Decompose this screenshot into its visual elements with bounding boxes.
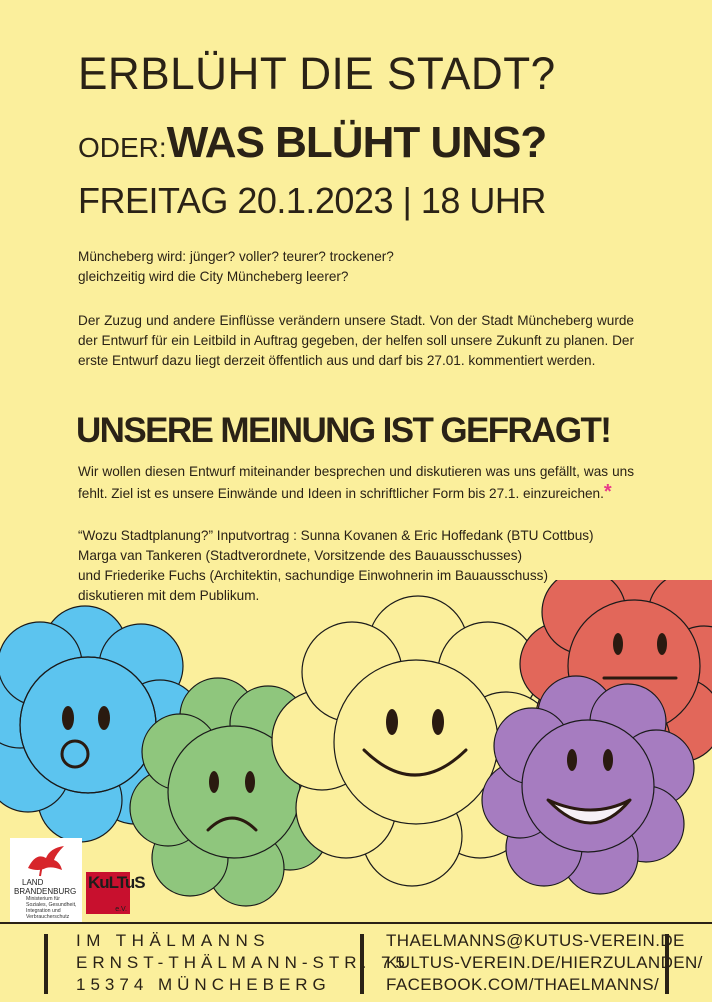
brandenburg-name — [14, 878, 76, 896]
contact-email[interactable]: THAELMANNS@KUTUS-VEREIN.DE — [386, 931, 685, 950]
footer-divider-left — [44, 934, 48, 994]
title-line-1: ERBLÜHT DIE STADT? — [78, 48, 556, 99]
headline-opinion: UNSERE MEINUNG IST GEFRAGT! — [76, 411, 611, 450]
intro-text — [78, 247, 394, 287]
brandenburg-name-1: LAND — [22, 878, 44, 887]
venue-info — [76, 930, 410, 996]
contact-facebook[interactable]: FACEBOOK.COM/THAELMANNS/ — [386, 975, 660, 994]
venue-name: IM THÄLMANNS — [76, 931, 271, 950]
contact-info — [386, 930, 703, 996]
intro-line-2: gleichzeitig wird die City Müncheberg leerer? — [78, 269, 349, 284]
ministry-name: Ministerium für Soziales, Gesundheit, Integration und Verbraucherschutz — [26, 896, 77, 920]
brandenburg-logo — [10, 838, 82, 922]
paragraph-2 — [78, 462, 634, 504]
contact-website[interactable]: KULTUS-VEREIN.DE/HIERZULANDEN/ — [386, 953, 703, 972]
title-prefix: ODER: — [78, 132, 167, 163]
flower-blue-face — [20, 657, 156, 793]
asterisk-mark: * — [603, 481, 612, 503]
event-date: FREITAG 20.1.2023 | 18 UHR — [78, 180, 546, 221]
venue-street: ERNST-THÄLMANN-STR. 75 — [76, 953, 410, 972]
title-main: WAS BLÜHT UNS? — [166, 118, 547, 167]
kultus-logo-suffix: e.V. — [115, 906, 127, 913]
speaker-line: “Wozu Stadtplanung?” Inputvortrag : Sunna Kovanen & Eric Hoffedank (BTU Cottbus) — [78, 528, 594, 543]
intro-line-1: Müncheberg wird: jünger? voller? teurer? trockener? — [78, 249, 394, 264]
paragraph-2-text: Wir wollen diesen Entwurf miteinander besprechen und diskutieren was uns gefällt, was uns fehlt. Ziel ist es unsere Einwände und Ideen in schriftlicher Form bis 27.1. einzureichen. — [78, 464, 634, 501]
kultus-logo — [86, 872, 145, 914]
speaker-line: und Friederike Fuchs (Architektin, sachundige Einwohnerin im Bauausschuss) — [78, 568, 548, 583]
kultus-logo-text: KuLTuS — [88, 873, 145, 892]
speaker-line: Marga van Tankeren (Stadtverordnete, Vorsitzende des Bauausschusses) — [78, 548, 523, 563]
title-line-2 — [78, 118, 546, 168]
paragraph-1: Der Zuzug und andere Einflüsse verändern unsere Stadt. Von der Stadt Müncheberg wurde der Entwurf für ein Leitbild in Auftrag gegeben, der helfen soll unsere Zukunft zu planen. Der erste Entwurf dazu liegt derzeit öffentlich aus und darf bis 27.01. kommentiert werden. — [78, 313, 634, 368]
brandenburg-name-2: BRANDENBURG — [14, 887, 77, 896]
venue-city: 15374 MÜNCHEBERG — [76, 975, 331, 994]
speaker-line: diskutieren mit dem Publikum. — [78, 588, 260, 603]
eagle-icon — [24, 842, 68, 878]
